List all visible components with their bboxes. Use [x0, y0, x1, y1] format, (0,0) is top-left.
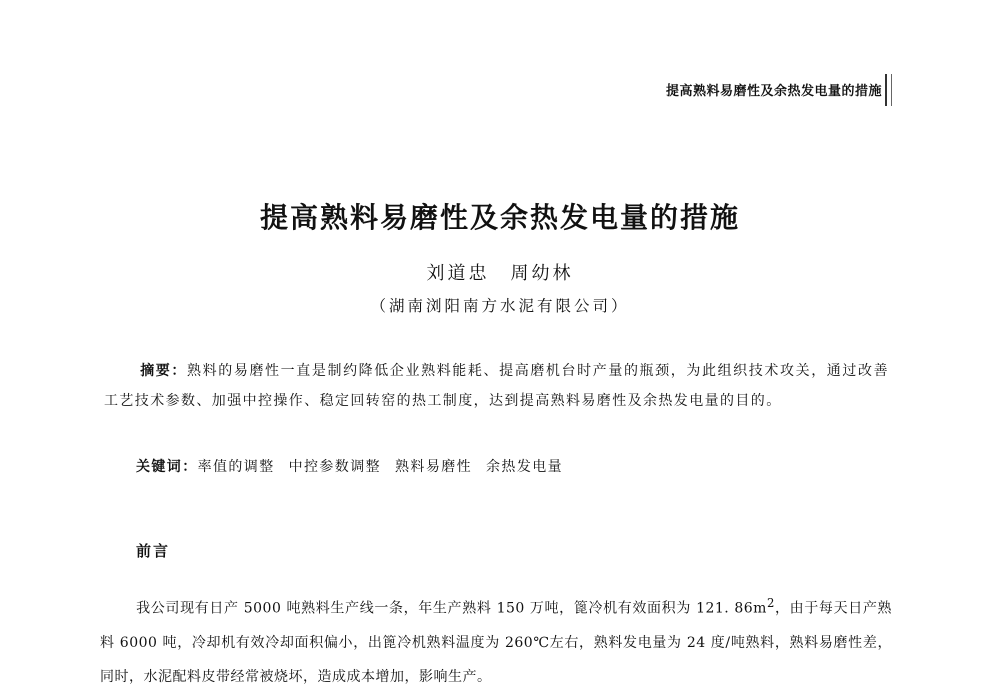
running-header: 提高熟料易磨性及余热发电量的措施	[665, 84, 882, 99]
superscript: 2	[766, 596, 775, 610]
abstract-text: 熟料的易磨性一直是制约降低企业熟料能耗、提高磨机台时产量的瓶颈，为此组织技术攻关，通过改善工艺技术参数、加强中控操作、稳定回转窑的热工制度，达到提高熟料易磨性及余热发电量的目的。	[104, 363, 890, 409]
abstract	[104, 356, 889, 416]
keywords	[136, 456, 896, 476]
body-paragraph	[100, 586, 892, 694]
keyword-item: 中控参数调整	[288, 459, 382, 475]
keyword-item: 率值的调整	[197, 459, 275, 475]
keyword-item: 余热发电量	[486, 459, 564, 475]
header-rule-mark	[885, 74, 892, 106]
affiliation: （湖南浏阳南方水泥有限公司）	[370, 297, 630, 315]
keyword-item: 熟料易磨性	[395, 459, 473, 475]
paper-title: 提高熟料易磨性及余热发电量的措施	[259, 201, 740, 234]
body-text-part2: ，由于每天日产熟料 6000 吨，冷却机有效冷却面积偏小，出篦冷机熟料温度为 260℃左右，熟料发电量为 24 度/吨熟料，熟料易磨性差，同时，水泥配料皮带经常被烧坏，造成成本增加，影响生产。	[100, 600, 893, 685]
authors: 刘道忠 周幼林	[426, 263, 574, 284]
keywords-label: 关键词：	[136, 459, 198, 475]
abstract-label: 摘要：	[140, 363, 188, 379]
body-text-part1: 我公司现有日产 5000 吨熟料生产线一条，年生产熟料 150 万吨，篦冷机有效面积为 121. 86m	[136, 600, 767, 617]
section-heading: 前言	[136, 542, 171, 560]
